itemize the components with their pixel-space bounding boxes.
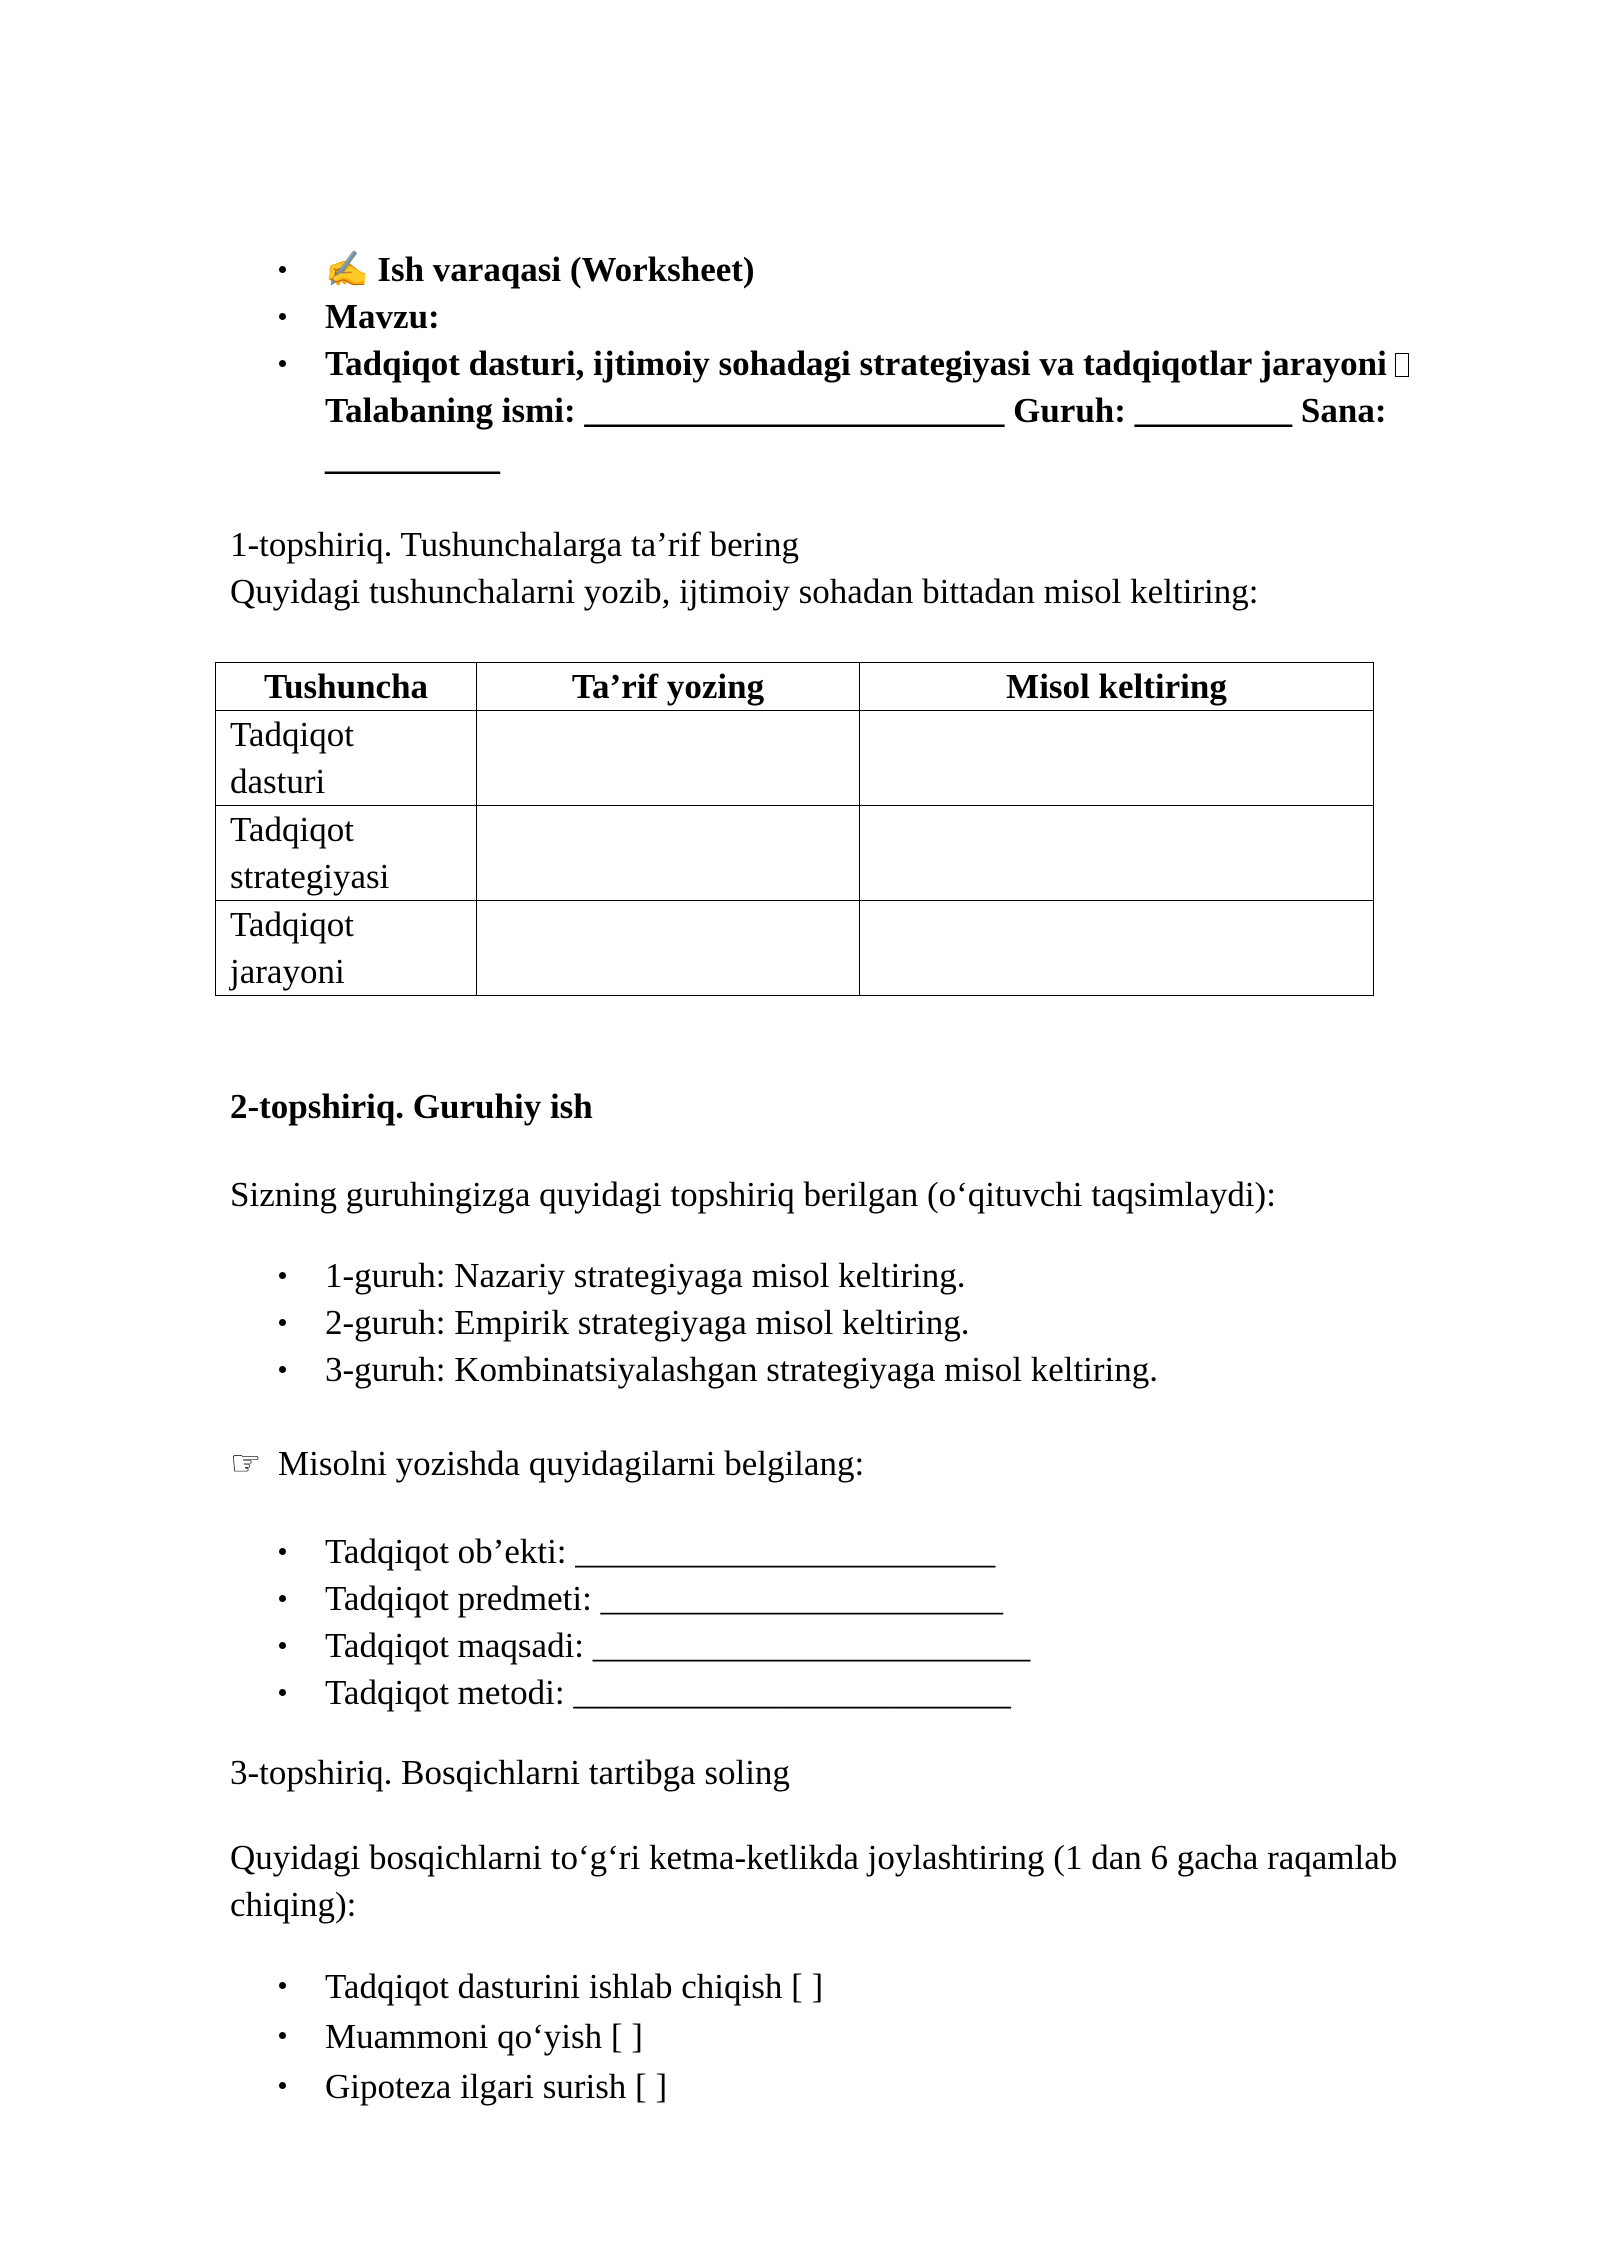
header-topic-label: Mavzu: xyxy=(0,293,1600,340)
task1-instruction: Quyidagi tushunchalarni yozib, ijtimoiy sohadan bittadan misol keltiring: xyxy=(230,572,1259,611)
list-item: Tadqiqot predmeti: _______________________ xyxy=(0,1575,1600,1622)
task1-title: 1-topshiriq. Tushunchalarga ta’rif bering xyxy=(230,525,799,564)
bullet-icon xyxy=(279,266,286,273)
list-item: Muammoni qo‘yish [ ] xyxy=(0,2012,1600,2062)
task2-intro: Sizning guruhingizga quyidagi topshiriq berilgan (o‘qituvchi taqsimlaydi): xyxy=(230,1175,1276,1214)
table-row xyxy=(216,901,1374,996)
task3-instruction-line1: Quyidagi bosqichlarni to‘g‘ri ketma-ketlikda joylashtiring (1 dan 6 gacha raqamlab xyxy=(230,1838,1398,1877)
bullet-icon xyxy=(279,360,286,367)
pointing-hand-icon: ☞ xyxy=(230,1444,262,1483)
bullet-icon xyxy=(279,313,286,320)
definition-cell[interactable] xyxy=(477,806,860,901)
bullet-icon xyxy=(279,2032,286,2039)
missing-glyph-icon xyxy=(1395,353,1409,377)
bullet-icon xyxy=(279,1982,286,1989)
list-item: Tadqiqot dasturini ishlab chiqish [ ] xyxy=(0,1962,1600,2012)
task3-instruction-line2: chiqing): xyxy=(230,1885,357,1924)
list-item: 3-guruh: Kombinatsiyalashgan strategiyaga misol keltiring. xyxy=(0,1346,1600,1393)
header-student-line: Talabaning ismi: ________________________ Guruh: _________ Sana: xyxy=(325,391,1387,430)
example-cell[interactable] xyxy=(860,806,1374,901)
header-topic: Tadqiqot dasturi, ijtimoiy sohadagi strategiyasi va tadqiqotlar jarayoni xyxy=(0,340,1600,387)
list-item: Gipoteza ilgari surish [ ] xyxy=(0,2062,1600,2112)
header-date-line: __________ xyxy=(325,438,500,477)
list-item: Tadqiqot metodi: _________________________ xyxy=(0,1669,1600,1716)
table-header-row xyxy=(216,663,1374,711)
header-title: ✍ Ish varaqasi (Worksheet) xyxy=(0,246,1600,293)
bullet-icon xyxy=(279,1366,286,1373)
table-header-cell: Misol keltiring xyxy=(860,663,1374,711)
bullet-icon xyxy=(279,1272,286,1279)
concepts-table xyxy=(215,662,1374,996)
definition-cell[interactable] xyxy=(477,711,860,806)
steps-list xyxy=(0,1962,1600,2112)
bullet-icon xyxy=(279,1595,286,1602)
example-cell[interactable] xyxy=(860,711,1374,806)
list-item: Tadqiqot ob’ekti: ________________________ xyxy=(0,1528,1600,1575)
list-item: Tadqiqot maqsadi: _________________________ xyxy=(0,1622,1600,1669)
example-cell[interactable] xyxy=(860,901,1374,996)
definition-cell[interactable] xyxy=(477,901,860,996)
concept-cell: Tadqiqot jarayoni xyxy=(216,901,477,996)
worksheet-header xyxy=(0,246,1600,481)
table-row xyxy=(216,711,1374,806)
bullet-icon xyxy=(279,1548,286,1555)
list-item: 1-guruh: Nazariy strategiyaga misol keltiring. xyxy=(0,1252,1600,1299)
group-list xyxy=(0,1252,1600,1393)
table-header-cell: Tushuncha xyxy=(216,663,477,711)
table-row xyxy=(216,806,1374,901)
task2-note: ☞ Misolni yozishda quyidagilarni belgilang: xyxy=(230,1440,1530,1487)
concept-cell: Tadqiqot dasturi xyxy=(216,711,477,806)
task2-title: 2-topshiriq. Guruhiy ish xyxy=(230,1087,593,1126)
bullet-icon xyxy=(279,2082,286,2089)
bullet-icon xyxy=(279,1689,286,1696)
field-list xyxy=(0,1528,1600,1716)
bullet-icon xyxy=(279,1642,286,1649)
bullet-icon xyxy=(279,1319,286,1326)
list-item: 2-guruh: Empirik strategiyaga misol keltiring. xyxy=(0,1299,1600,1346)
concept-cell: Tadqiqot strategiyasi xyxy=(216,806,477,901)
task3-title: 3-topshiriq. Bosqichlarni tartibga soling xyxy=(230,1753,790,1792)
table-header-cell: Ta’rif yozing xyxy=(477,663,860,711)
